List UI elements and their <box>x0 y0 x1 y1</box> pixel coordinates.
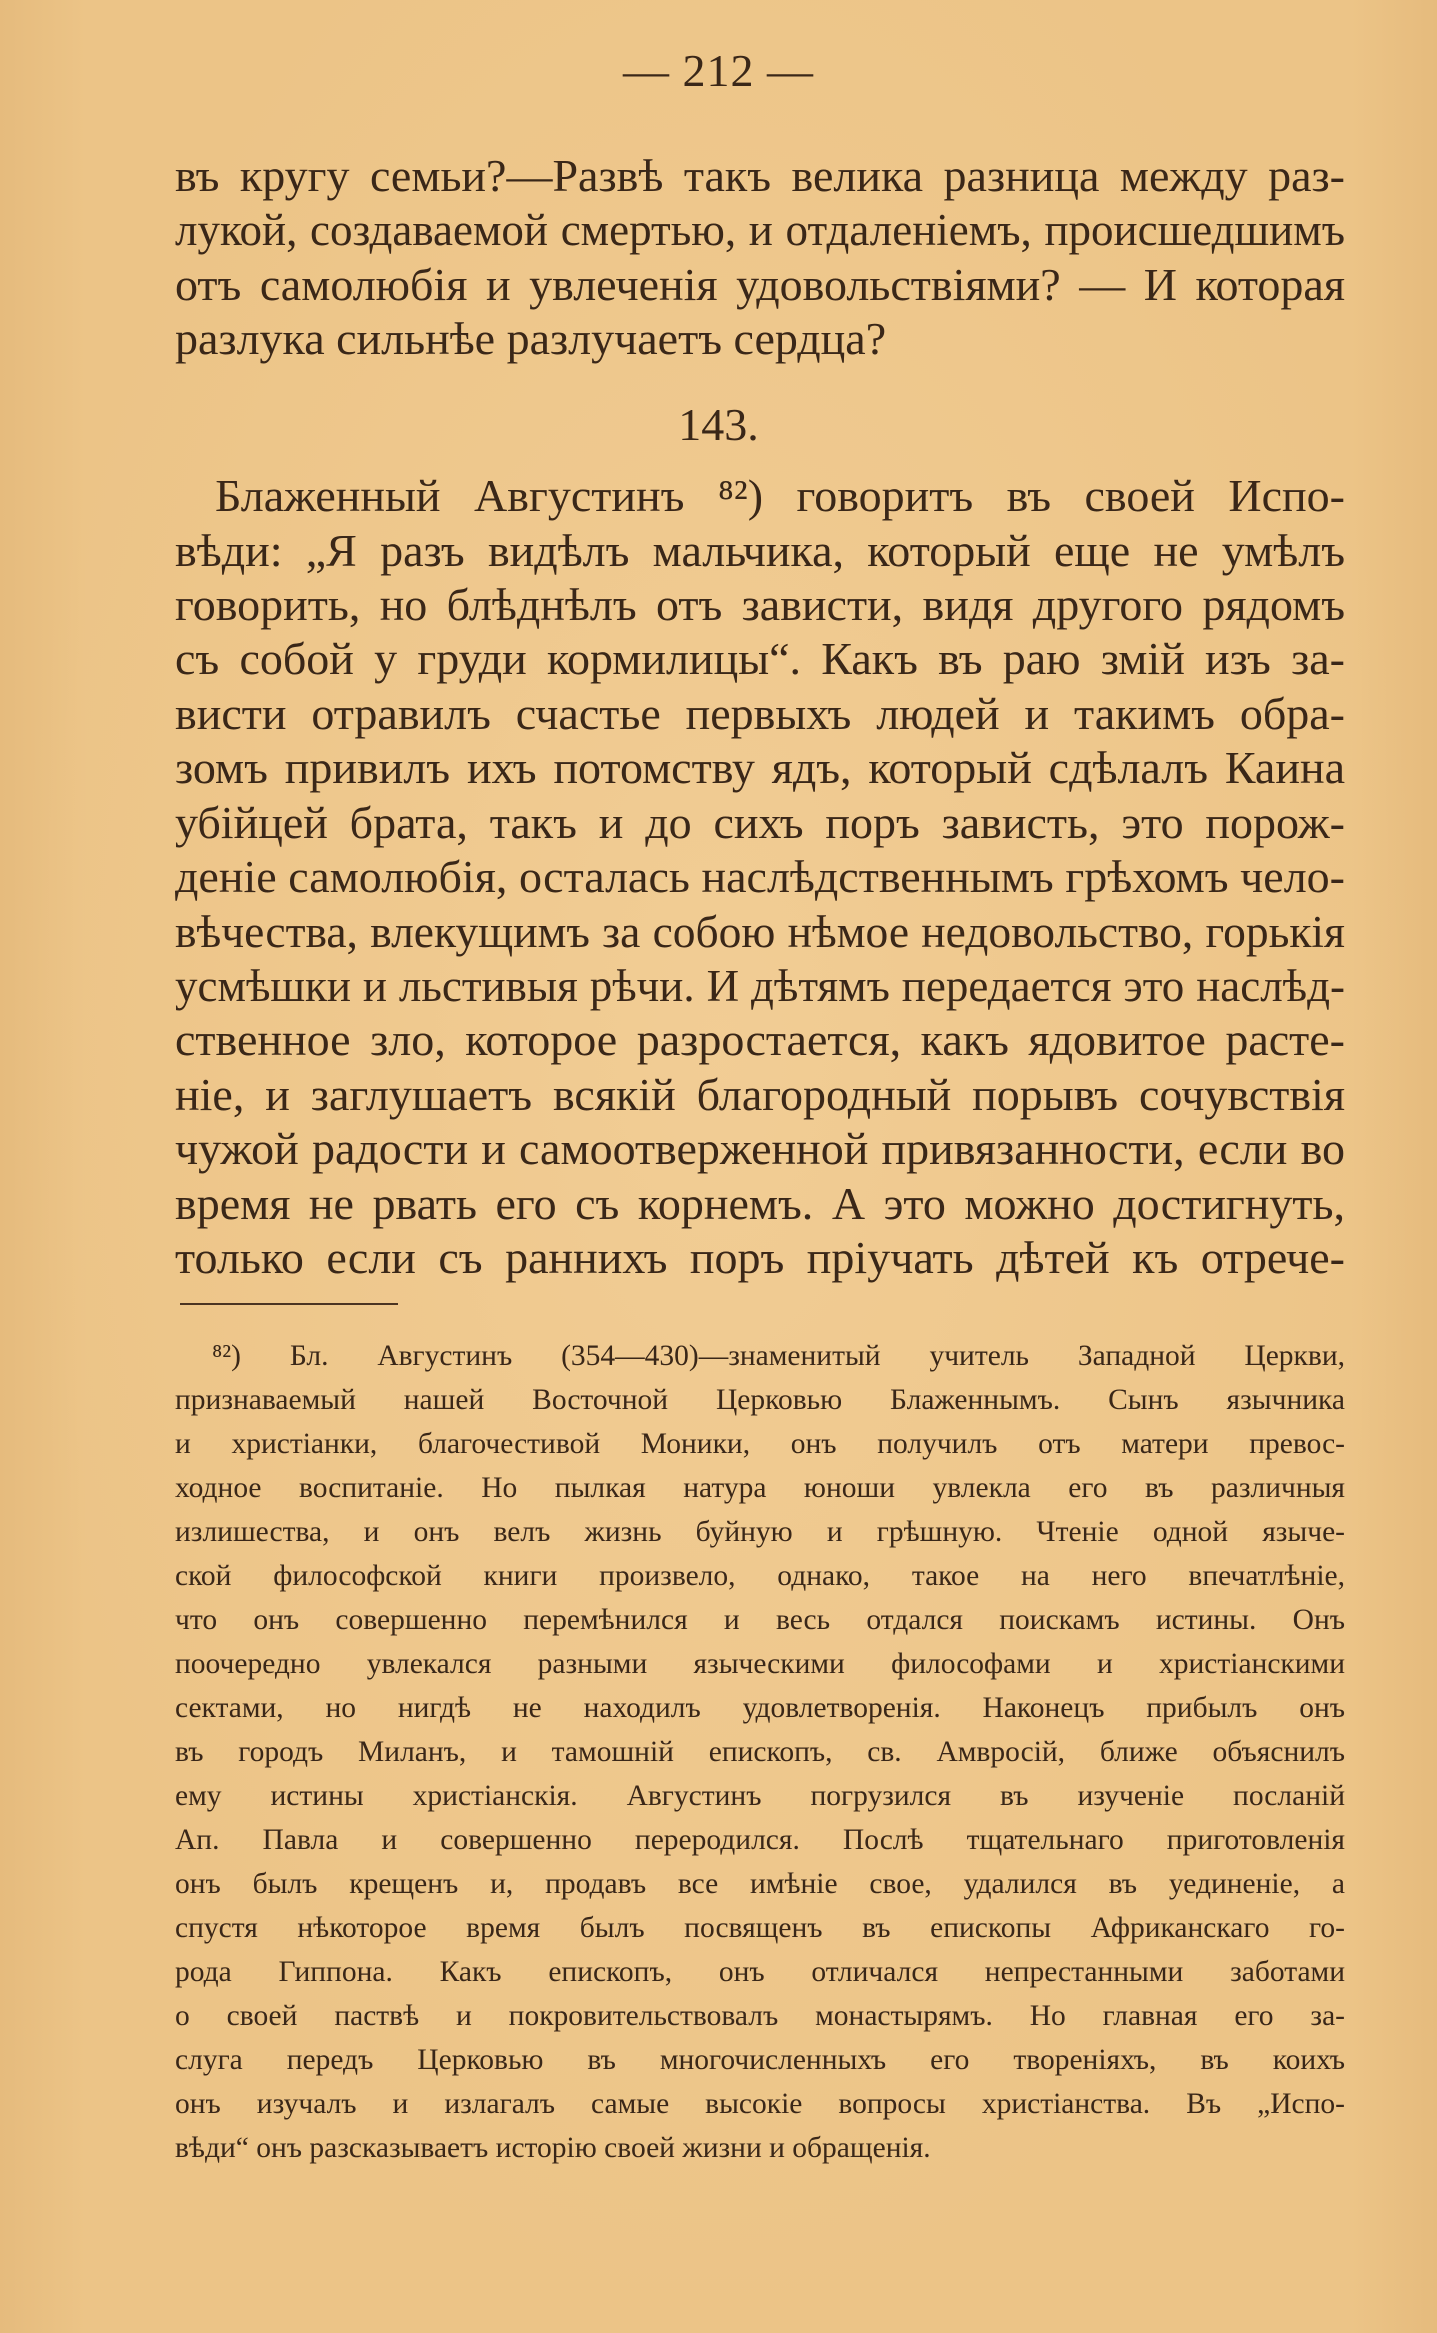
footnote-line: ему истины христіанскія. Августинъ погрузился въ изученіе посланій <box>175 1780 1345 1812</box>
footnote-line: ⁸²) Бл. Августинъ (354—430)—знаменитый учитель Западной Церкви, <box>212 1340 1345 1372</box>
footnote-line: и христіанки, благочестивой Моники, онъ получилъ отъ матери превос- <box>175 1428 1345 1460</box>
footnote-line: вѣди“ онъ разсказываетъ исторію своей жизни и обращенія. <box>175 2132 931 2164</box>
footnote-line: слуга передъ Церковью въ многочисленныхъ его твореніяхъ, въ коихъ <box>175 2044 1345 2076</box>
text-line: отъ самолюбія и увлеченія удовольствіями? — И которая <box>175 259 1345 310</box>
text-line: въ кругу семьи?—Развѣ такъ велика разница между раз- <box>175 150 1345 201</box>
footnote-line: о своей паствѣ и покровительствовалъ монастырямъ. Но главная его за- <box>175 2000 1345 2032</box>
footnote-line: поочередно увлекался разными языческими философами и христіанскими <box>175 1648 1345 1680</box>
text-line: Блаженный Августинъ ⁸²) говоритъ въ своей Испо- <box>215 470 1345 521</box>
footnote-line: ской философской книги произвело, однако, такое на него впечатлѣніе, <box>175 1560 1345 1592</box>
footnote-line: излишества, и онъ велъ жизнь буйную и грѣшную. Чтеніе одной языче- <box>175 1516 1345 1548</box>
text-line: только если съ раннихъ поръ пріучать дѣтей къ отрече- <box>175 1232 1345 1283</box>
text-line: говорить, но блѣднѣлъ отъ зависти, видя другого рядомъ <box>175 579 1345 630</box>
text-line: ніе, и заглушаетъ всякій благородный порывъ сочувствія <box>175 1069 1345 1120</box>
text-line: съ собой у груди кормилицы“. Какъ въ раю змій изъ за- <box>175 633 1345 684</box>
footnote-line: Ап. Павла и совершенно переродился. Послѣ тщательнаго приготовленія <box>175 1824 1345 1856</box>
text-line: деніе самолюбія, осталась наслѣдственнымъ грѣхомъ чело- <box>175 851 1345 902</box>
footnote-line: признаваемый нашей Восточной Церковью Блаженнымъ. Сынъ язычника <box>175 1384 1345 1416</box>
footnote-line: ходное воспитаніе. Но пылкая натура юноши увлекла его въ различныя <box>175 1472 1345 1504</box>
footnote-line: въ городъ Миланъ, и тамошній епископъ, св. Амвросій, ближе объяснилъ <box>175 1736 1345 1768</box>
footnote-line: что онъ совершенно перемѣнился и весь отдался поискамъ истины. Онъ <box>175 1604 1345 1636</box>
footnote-line: онъ изучалъ и излагалъ самые высокіе вопросы христіанства. Въ „Испо- <box>175 2088 1345 2120</box>
text-line: ственное зло, которое разростается, какъ ядовитое расте- <box>175 1014 1345 1065</box>
text-line: висти отравилъ счастье первыхъ людей и такимъ обра- <box>175 688 1345 739</box>
footnote-line: сектами, но нигдѣ не находилъ удовлетворенія. Наконецъ прибылъ онъ <box>175 1692 1345 1724</box>
text-line: вѣчества, влекущимъ за собою нѣмое недовольство, горькія <box>175 906 1345 957</box>
footnote-line: рода Гиппона. Какъ епископъ, онъ отличался непрестанными заботами <box>175 1956 1345 1988</box>
footnote-divider <box>180 1303 398 1305</box>
footnote-line: спустя нѣкоторое время былъ посвященъ въ епископы Африканскаго го- <box>175 1912 1345 1944</box>
text-line: вѣди: „Я разъ видѣлъ мальчика, который еще не умѣлъ <box>175 525 1345 576</box>
text-line: разлука сильнѣе разлучаетъ сердца? <box>175 313 887 364</box>
text-line: усмѣшки и льстивыя рѣчи. И дѣтямъ передается это наслѣд- <box>175 961 1345 1011</box>
text-line: зомъ привилъ ихъ потомству ядъ, который сдѣлалъ Каина <box>175 742 1345 793</box>
text-line: лукой, создаваемой смертью, и отдаленіемъ, происшедшимъ <box>175 205 1345 255</box>
text-line: чужой радости и самоотверженной привязанности, если во <box>175 1123 1345 1174</box>
section-number: 143. <box>678 399 759 450</box>
text-line: время не рвать его съ корнемъ. А это можно достигнуть, <box>175 1178 1345 1229</box>
footnote-line: онъ былъ крещенъ и, продавъ все имѣніе свое, удалился въ уединеніе, а <box>175 1868 1345 1900</box>
text-line: убійцей брата, такъ и до сихъ поръ зависть, это порож- <box>175 797 1345 848</box>
page-number: — 212 — <box>623 45 814 96</box>
